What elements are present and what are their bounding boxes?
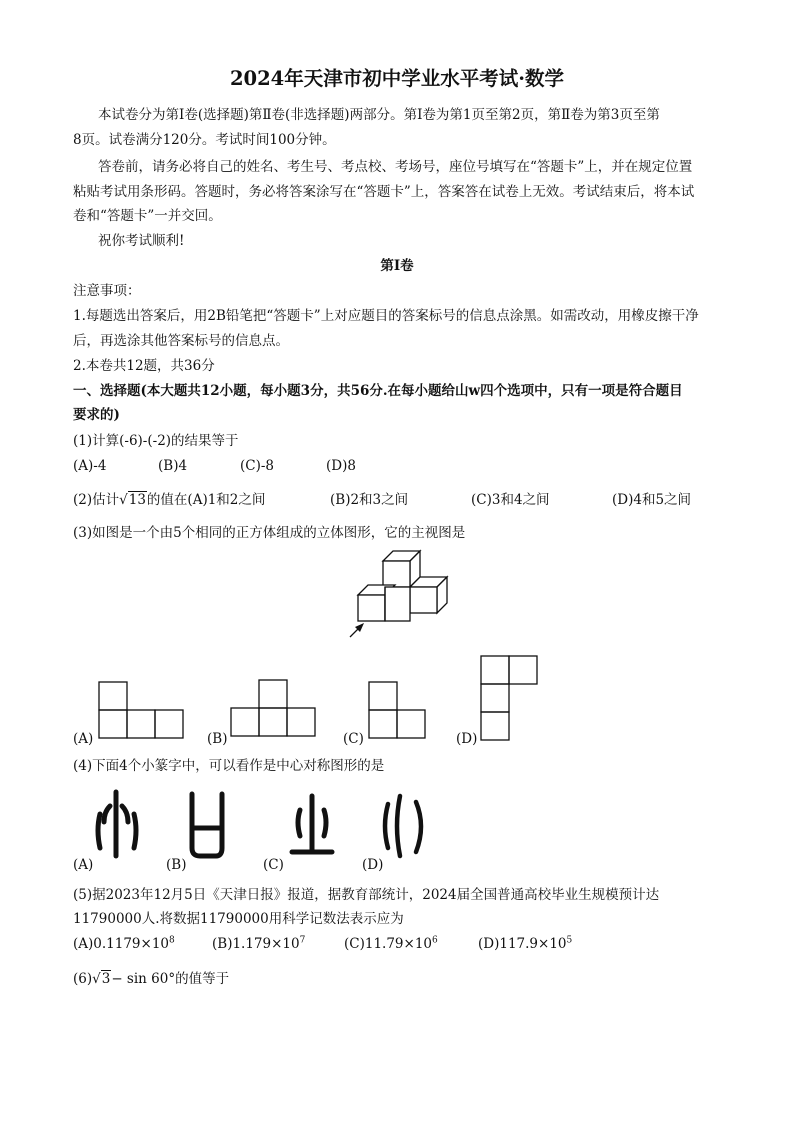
- q3-solid-figure: [340, 545, 460, 645]
- q5-a-exp: 8: [169, 935, 175, 946]
- q3-option-a: (A): [73, 731, 94, 747]
- seal-char-a: [92, 790, 142, 862]
- q2-radicand: 13: [128, 492, 146, 508]
- q5-stem-line1: (5)据2023年12月5日《天津日报》报道，据教育部统计，2024届全国普通高校毕业生规模预计达: [73, 887, 660, 903]
- q6-expression: − sin 60°: [111, 971, 176, 987]
- q4-stem: (4)下面4个小篆字中，可以看作是中心对称图形的是: [73, 758, 385, 774]
- q4-option-c: (C): [263, 857, 284, 873]
- q4-option-a: (A): [73, 857, 94, 873]
- q3-stem: (3)如图是一个由5个相同的正方体组成的立体图形，它的主视图是: [73, 525, 466, 541]
- intro-p1-line2: 8页。试卷满分120分。考试时间100分钟。: [73, 132, 336, 148]
- q1-option-b: (B)4: [158, 458, 188, 474]
- q6-stem: [73, 970, 229, 988]
- q3-option-d: (D): [456, 731, 478, 747]
- intro-p2-line2: 粘贴考试用条形码。答题时，务必将答案涂写在“答题卡”上，答案答在试卷上无效。考试结束后，将本试: [73, 184, 695, 200]
- q3-option-b-figure: [229, 678, 319, 740]
- seal-char-c: [288, 792, 336, 860]
- q5-b-exp: 7: [299, 935, 306, 946]
- seal-char-d: [380, 792, 430, 862]
- q4-option-d: (D): [362, 857, 384, 873]
- q6-radicand: 3: [101, 971, 111, 987]
- q5-stem-line2: 11790000人.将数据11790000用科学记数法表示应为: [73, 911, 404, 927]
- sqrt-symbol: √3: [92, 971, 111, 987]
- q2-option-c: (C)3和4之间: [471, 492, 550, 508]
- note-1-line2: 后，再选涂其他答案标号的信息点。: [73, 333, 289, 349]
- note-1-line1: 1.每题选出答案后，用2B铅笔把“答题卡”上对应题目的答案标号的信息点涂黑。如需改动，用橡皮擦干净: [73, 308, 699, 324]
- q5-a-base: (A)0.1179×10: [73, 936, 170, 952]
- q5-option-a: [73, 935, 175, 953]
- q3-option-c: (C): [343, 731, 364, 747]
- sqrt-symbol: √13: [119, 492, 146, 508]
- q5-b-base: (B)1.179×10: [212, 936, 300, 952]
- notes-heading: 注意事项：: [73, 283, 141, 299]
- q6-suffix: 的值等于: [175, 971, 230, 987]
- intro-p2-line1: 答卷前，请务必将自己的姓名、考生号、考点校、考场号，座位号填写在“答题卡”上，并在规定位置: [98, 159, 693, 175]
- q5-d-exp: 5: [566, 935, 573, 946]
- q3-option-a-figure: [97, 680, 187, 740]
- paper-title: 2024年天津市初中学业水平考试·数学: [229, 67, 565, 90]
- intro-p1-line1: 本试卷分为第Ⅰ卷(选择题)第Ⅱ卷(非选择题)两部分。第Ⅰ卷为第1页至第2页，第Ⅱ卷为第3页至第: [98, 107, 660, 123]
- q2-prefix: (2)估计: [73, 492, 120, 508]
- q5-option-d: [478, 935, 572, 953]
- q1-stem: (1)计算(-6)-(-2)的结果等于: [73, 433, 239, 449]
- q2-option-a: 的值在(A)1和2之间: [146, 492, 266, 508]
- note-2: 2.本卷共12题，共36分: [73, 358, 215, 374]
- q1-option-a: (A)-4: [73, 458, 107, 474]
- part1-heading-line1: 一、选择题(本大题共12小题，每小题3分，共56分.在每小题给山w四个选项中，只有一项是符合题目: [73, 383, 683, 399]
- q5-option-b: [212, 935, 305, 953]
- q5-option-c: [344, 935, 438, 953]
- q6-prefix: (6): [73, 971, 93, 987]
- q5-c-exp: 6: [432, 935, 438, 946]
- seal-char-b: [186, 792, 228, 862]
- q1-option-d: (D)8: [326, 458, 356, 474]
- q5-c-base: (C)11.79×10: [344, 936, 433, 952]
- q3-option-d-figure: [479, 654, 541, 742]
- intro-p3: 祝你考试顺利!: [98, 233, 185, 249]
- q1-option-c: (C)-8: [240, 458, 275, 474]
- part1-heading-line2: 要求的): [73, 407, 120, 423]
- q5-d-base: (D)117.9×10: [478, 936, 567, 952]
- q3-option-b: (B): [207, 731, 228, 747]
- q2-option-b: (B)2和3之间: [330, 492, 409, 508]
- q2-stem: [73, 491, 265, 509]
- q3-option-c-figure: [367, 680, 429, 740]
- section-title: 第Ⅰ卷: [380, 258, 414, 274]
- q2-option-d: (D)4和5之间: [612, 492, 692, 508]
- q4-option-b: (B): [166, 857, 187, 873]
- intro-p2-line3: 卷和“答题卡”一并交回。: [73, 208, 222, 224]
